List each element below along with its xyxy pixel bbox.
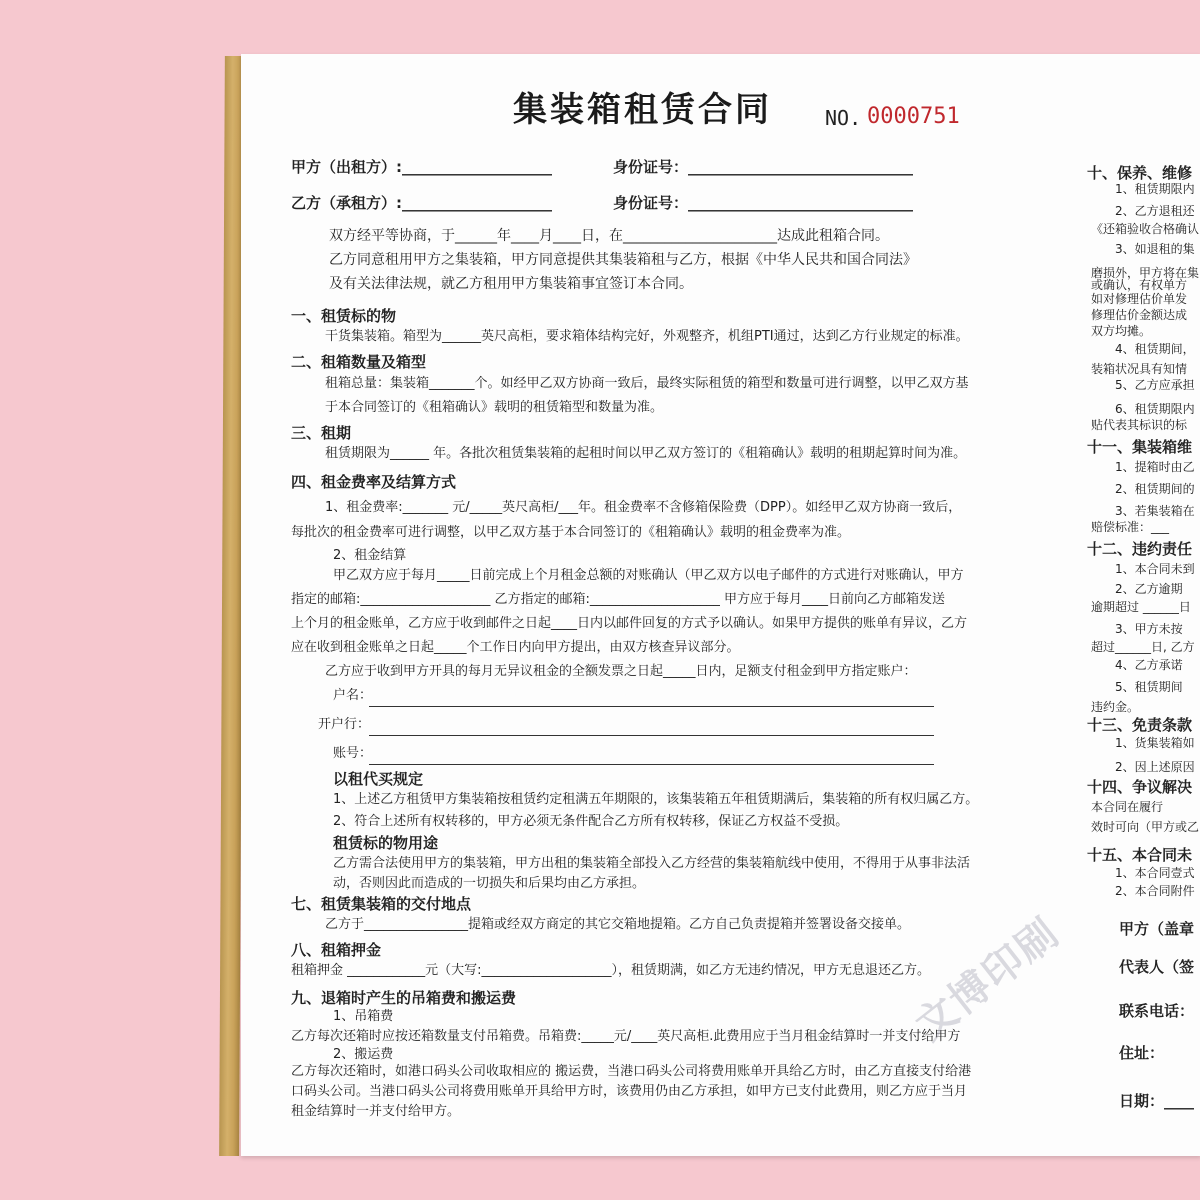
section-4-settle: 应在收到租金账单之日起_____个工作日内向甲方提出，由双方核查异议部分。 (291, 640, 740, 655)
signature-representative: 代表人（签 (1119, 958, 1195, 976)
right-section-heading: 十二、违约责任 (1087, 540, 1193, 558)
signature-party-a: 甲方（盖章 (1119, 920, 1195, 938)
section-3-text: 租赁期限为______ 年。各批次租赁集装箱的起租时间以甲乙双方签订的《租箱确认》载明的租期起算时间为准。 (325, 446, 967, 461)
right-section-text: 1、租赁期限内 (1115, 182, 1195, 196)
right-section-text: 5、乙方应承担 (1115, 378, 1195, 392)
section-5-text: 1、上述乙方租赁甲方集装箱按租赁约定租满五年期限的，该集装箱五年租赁期满后，集装箱的所有权归属乙方。 (333, 792, 979, 807)
right-section-text: 1、提箱时由乙 (1115, 460, 1195, 474)
section-2-text: 于本合同签订的《租箱确认》载明的租赁箱型和数量为准。 (325, 400, 664, 415)
right-section-text: 《还箱验收合格确认 (1091, 222, 1200, 236)
right-section-heading: 十五、本合同未 (1087, 846, 1193, 864)
right-section-text: 赔偿标准：___ (1091, 520, 1170, 534)
right-section-text: 4、租赁期间， (1115, 342, 1195, 356)
account-number-line (369, 764, 934, 765)
section-4-heading: 四、租金费率及结算方式 (291, 473, 457, 491)
signature-date: 日期：____ (1119, 1092, 1195, 1110)
right-section-text: 效时可向（甲方或乙 (1091, 820, 1200, 834)
section-9-text: 口码头公司。当港口码头公司将费用账单开具给甲方时，该费用仍由乙方承担，如甲方已支付此费用，则乙方应于当月 (291, 1084, 968, 1099)
right-section-text: 2、乙方逾期 (1115, 582, 1183, 596)
account-bank-label: 开户行： (318, 717, 371, 732)
watermark: 文博印刷 (907, 909, 1069, 1050)
section-7-heading: 七、租赁集装箱的交付地点 (291, 895, 472, 913)
right-section-text: 6、租赁期限内 (1115, 402, 1195, 416)
section-8-text: 租箱押金 ____________元（大写:____________________），租赁期满，如乙方无违约情况，甲方无息退还乙方。 (291, 963, 931, 978)
section-9-text: 租金结算时一并支付给甲方。 (291, 1104, 461, 1119)
right-section-text: 磨损外，甲方将在集 (1091, 266, 1200, 280)
right-section-text: 2、乙方退租还 (1115, 204, 1195, 218)
account-number-label: 账号： (333, 746, 373, 761)
right-section-text: 2、因上述原因 (1115, 760, 1195, 774)
section-9-text: 乙方每次还箱时，如港口码头公司收取相应的 搬运费，当港口码头公司将费用账单开具给乙方时，由乙方直接支付给港 (291, 1064, 972, 1079)
right-section-text: 如对修理估价单发 (1091, 292, 1188, 306)
signature-phone: 联系电话： (1119, 1002, 1195, 1020)
intro-line: 及有关法律法规，就乙方租用甲方集装箱事宜签订本合同。 (329, 276, 693, 292)
intro-line: 乙方同意租用甲方之集装箱，甲方同意提供其集装箱租与乙方，根据《中华人民共和国合同法》 (329, 252, 917, 268)
right-section-text: 或确认，有权单方 (1091, 278, 1188, 292)
serial-number-label: NO. (825, 106, 862, 130)
section-9-heading: 九、退箱时产生的吊箱费和搬运费 (291, 989, 517, 1007)
intro-line: 双方经平等协商，于______年____月____日，在______________________达成此租箱合同。 (329, 228, 889, 244)
party-b-field: 乙方（承租方）:____________________ (291, 194, 552, 212)
section-6-text: 动，否则因此而造成的一切损失和后果均由乙方承担。 (333, 876, 646, 891)
right-section-text: 4、乙方承诺 (1115, 658, 1183, 672)
right-section-text: 违约金。 (1091, 700, 1140, 714)
section-9-subheading: 2、搬运费 (333, 1047, 394, 1062)
section-7-text: 乙方于________________提箱或经双方商定的其它交箱地提箱。乙方自己负责提箱并签署设备交接单。 (325, 917, 911, 932)
party-b-id-field: 身份证号：______________________________ (613, 194, 914, 212)
section-4-settle: 甲乙双方应于每月_____日前完成上个月租金总额的对账确认（甲乙双方以电子邮件的方式进行对账确认，甲方 (333, 568, 964, 583)
right-section-text: 双方均摊。 (1091, 324, 1152, 338)
signature-address: 住址： (1119, 1044, 1165, 1062)
section-5-text: 2、符合上述所有权转移的，甲方必须无条件配合乙方所有权转移，保证乙方权益不受损。 (333, 814, 849, 829)
right-section-heading: 十一、集装箱维 (1087, 438, 1193, 456)
right-section-text: 3、甲方未按 (1115, 622, 1183, 636)
right-section-text: 5、租赁期间 (1115, 680, 1183, 694)
section-1-text: 干货集装箱。箱型为______英尺高柜，要求箱体结构完好，外观整齐，机组PTI通过，达到乙方行业规定的标准。 (325, 329, 969, 344)
right-section-text: 2、租赁期间的 (1115, 482, 1195, 496)
right-section-text: 逾期超过 ______日 (1091, 600, 1191, 614)
right-section-text: 修理估价金额达成 (1091, 308, 1188, 322)
party-a-field: 甲方（出租方）:____________________ (291, 158, 552, 176)
right-section-text: 3、如退租的集 (1115, 242, 1195, 256)
document-title: 集装箱租赁合同 (513, 90, 772, 130)
section-2-heading: 二、租箱数量及箱型 (291, 353, 427, 371)
party-a-id-field: 身份证号：______________________________ (613, 158, 914, 176)
section-9-subheading: 1、吊箱费 (333, 1009, 394, 1024)
right-section-heading: 十四、争议解决 (1087, 778, 1193, 796)
section-1-heading: 一、租赁标的物 (291, 307, 397, 325)
right-section-text: 1、货集装箱如 (1115, 736, 1195, 750)
right-section-heading: 十、保养、维修 (1087, 164, 1193, 182)
account-name-label: 户名： (333, 688, 373, 703)
serial-number-value: 0000751 (867, 104, 960, 129)
section-4-payment: 乙方应于收到甲方开具的每月无异议租金的全额发票之日起_____日内，足额支付租金到甲方指定账户： (325, 664, 917, 679)
section-9-text: 乙方每次还箱时应按还箱数量支付吊箱费。吊箱费:_____元/____英尺高柜.此费用应于当月租金结算时一并支付给甲方 (291, 1029, 961, 1044)
section-2-text: 租箱总量：集装箱_______个。如经甲乙双方协商一致后，最终实际租赁的箱型和数量可进行调整，以甲乙双方基 (325, 376, 969, 391)
right-section-heading: 十三、免责条款 (1087, 716, 1193, 734)
account-bank-line (369, 735, 934, 736)
section-5-heading: 以租代买规定 (333, 770, 424, 788)
section-4-rate: 1、租金费率:_______ 元/_____英尺高柜/___年。租金费率不含修箱保险费（DPP）。如经甲乙双方协商一致后， (325, 500, 962, 515)
section-4-settle: 指定的邮箱:____________________ 乙方指定的邮箱:____________________ 甲方应于每月____日前向乙方邮箱发送 (291, 592, 946, 607)
section-6-text: 乙方需合法使用甲方的集装箱，甲方出租的集装箱全部投入乙方经营的集装箱航线中使用，不得用于从事非法活 (333, 856, 971, 871)
section-4-settle-heading: 2、租金结算 (333, 548, 407, 563)
section-4-rate: 每批次的租金费率可进行调整，以甲乙双方基于本合同签订的《租箱确认》载明的租金费率为准。 (291, 525, 851, 540)
section-8-heading: 八、租箱押金 (291, 941, 382, 959)
right-section-text: 2、本合同附件 (1115, 884, 1195, 898)
section-3-heading: 三、租期 (291, 424, 352, 442)
right-section-text: 超过______日, 乙方 (1091, 640, 1195, 654)
right-section-text: 1、本合同未到 (1115, 562, 1195, 576)
right-section-text: 装箱状况具有知情 (1091, 362, 1188, 376)
right-section-text: 贴代表其标识的标 (1091, 418, 1188, 432)
right-section-text: 3、若集装箱在 (1115, 504, 1195, 518)
section-4-settle: 上个月的租金账单，乙方应于收到邮件之日起____日内以邮件回复的方式予以确认。如果甲方提供的账单有异议，乙方 (291, 616, 968, 631)
right-section-text: 本合同在履行 (1091, 800, 1164, 814)
right-section-text: 1、本合同壹式 (1115, 866, 1195, 880)
section-6-heading: 租赁标的物用途 (333, 834, 439, 852)
account-name-line (369, 706, 934, 707)
contract-sheet (241, 54, 1200, 1156)
